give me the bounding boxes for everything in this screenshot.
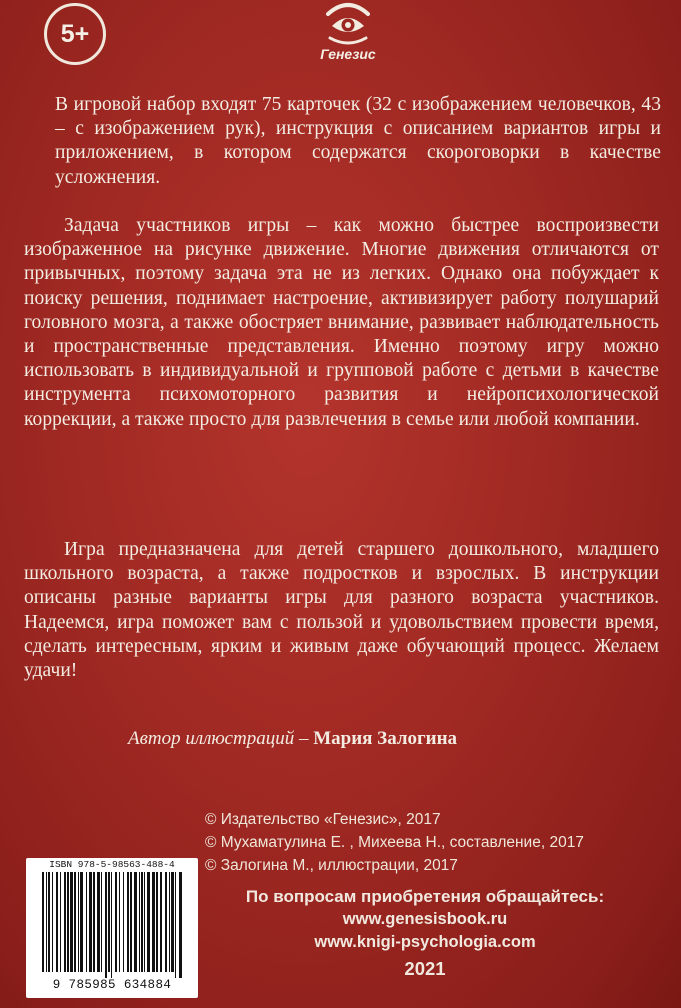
barcode-bar: [152, 872, 155, 972]
barcode-bar: [134, 872, 137, 972]
barcode-bar: [80, 872, 83, 972]
isbn-label: ISBN 978-5-98563-488-4: [49, 859, 175, 870]
barcode-bar: [171, 872, 174, 972]
barcode-bar: [108, 872, 110, 972]
description-paragraph-2: Задача участников игры – как можно быстрее воспроизвести изображенное на рисунке движение. Многие движения отличаются от привычных, поэтому задача эта не из легких. Однако она побуждает к поиску решения, поднимает настроение, активизирует работу полушарий головного мозга, а также обостряет внимание, развивает наблюдательность и пространственные представления. Именно поэтому игру можно использовать в индивидуальной и групповой работе с детьми в качестве инструмента психомоторного развития и нейропсихологической коррекции, а также просто для развлечения в семье или любой компании.: [24, 215, 659, 430]
isbn-barcode: [26, 858, 198, 998]
barcode-bar: [48, 872, 50, 972]
publication-year: 2021: [404, 958, 446, 979]
barcode-bar: [119, 872, 120, 972]
barcode-bar: [105, 872, 107, 978]
barcode-bar: [86, 872, 87, 972]
author-role: Автор иллюстраций –: [128, 728, 314, 749]
website-link-knigi-psychologia[interactable]: www.knigi-psychologia.com: [314, 933, 536, 951]
barcode-bar: [42, 872, 44, 972]
barcode-bar: [52, 872, 53, 972]
barcode-bar: [89, 872, 92, 972]
barcode-bar: [147, 872, 150, 972]
barcode-bar: [141, 872, 143, 972]
publisher-logo-text: Генезис: [320, 46, 376, 62]
copyright-line-publisher: © Издательство «Генезис», 2017: [205, 811, 441, 828]
barcode-bar: [130, 872, 132, 972]
barcode-bar: [64, 872, 66, 972]
barcode-bar: [93, 872, 95, 972]
description-paragraph-1: В игровой набор входят 75 карточек (32 с изображением человечков, 43 – с изображением рук), инструкция с описанием вариантов игры и приложением, в котором содержатся скороговорки в качестве усложнения.: [55, 94, 661, 188]
barcode-bar: [60, 872, 61, 972]
barcode-bar: [78, 872, 79, 972]
barcode-bars: [40, 872, 184, 978]
barcode-bar: [169, 872, 170, 972]
author-credit: [128, 728, 457, 750]
barcode-bar: [139, 872, 140, 972]
eye-logo-icon: [322, 2, 374, 46]
barcode-bar: [101, 872, 102, 972]
contacts-label: По вопросам приобретения обращайтесь:: [245, 887, 605, 906]
copyright-line-illustrations: © Залогина М., иллюстрации, 2017: [205, 857, 458, 874]
contacts-block: [200, 886, 650, 982]
age-rating-badge: 5+: [44, 3, 106, 65]
publisher-logo: [308, 2, 388, 66]
barcode-bar: [70, 872, 73, 972]
barcode-digits: 9 785985 634884: [52, 978, 172, 992]
barcode-bar: [74, 872, 76, 972]
barcode-bar: [179, 872, 182, 978]
barcode-bar: [111, 872, 112, 978]
copyright-line-compilers: © Мухаматулина Е. , Михеева Н., составление, 2017: [205, 834, 584, 851]
barcode-bar: [165, 872, 167, 972]
author-name: Мария Залогина: [313, 728, 458, 749]
barcode-bar: [46, 872, 47, 972]
barcode-bar: [127, 872, 129, 972]
barcode-bar: [144, 872, 145, 972]
barcode-bar: [160, 872, 162, 972]
copyright-block: [205, 808, 584, 877]
barcode-bar: [67, 872, 69, 972]
barcode-bar: [115, 872, 117, 972]
barcode-bar: [156, 872, 158, 972]
barcode-bar: [97, 872, 100, 972]
barcode-bar: [175, 872, 176, 978]
website-link-genesisbook[interactable]: www.genesisbook.ru: [342, 910, 508, 928]
barcode-bar: [123, 872, 124, 972]
description-paragraph-3: Игра предназначена для детей старшего дошкольного, младшего школьного возраста, а также подростков и взрослых. В инструкции описаны разные варианты игры для разного возраста участников. Надеемся, игра поможет вам с пользой и удовольствием провести время, сделать интересным, ярким и живым даже обучающий процесс. Желаем удачи!: [24, 539, 659, 682]
barcode-bar: [56, 872, 58, 972]
